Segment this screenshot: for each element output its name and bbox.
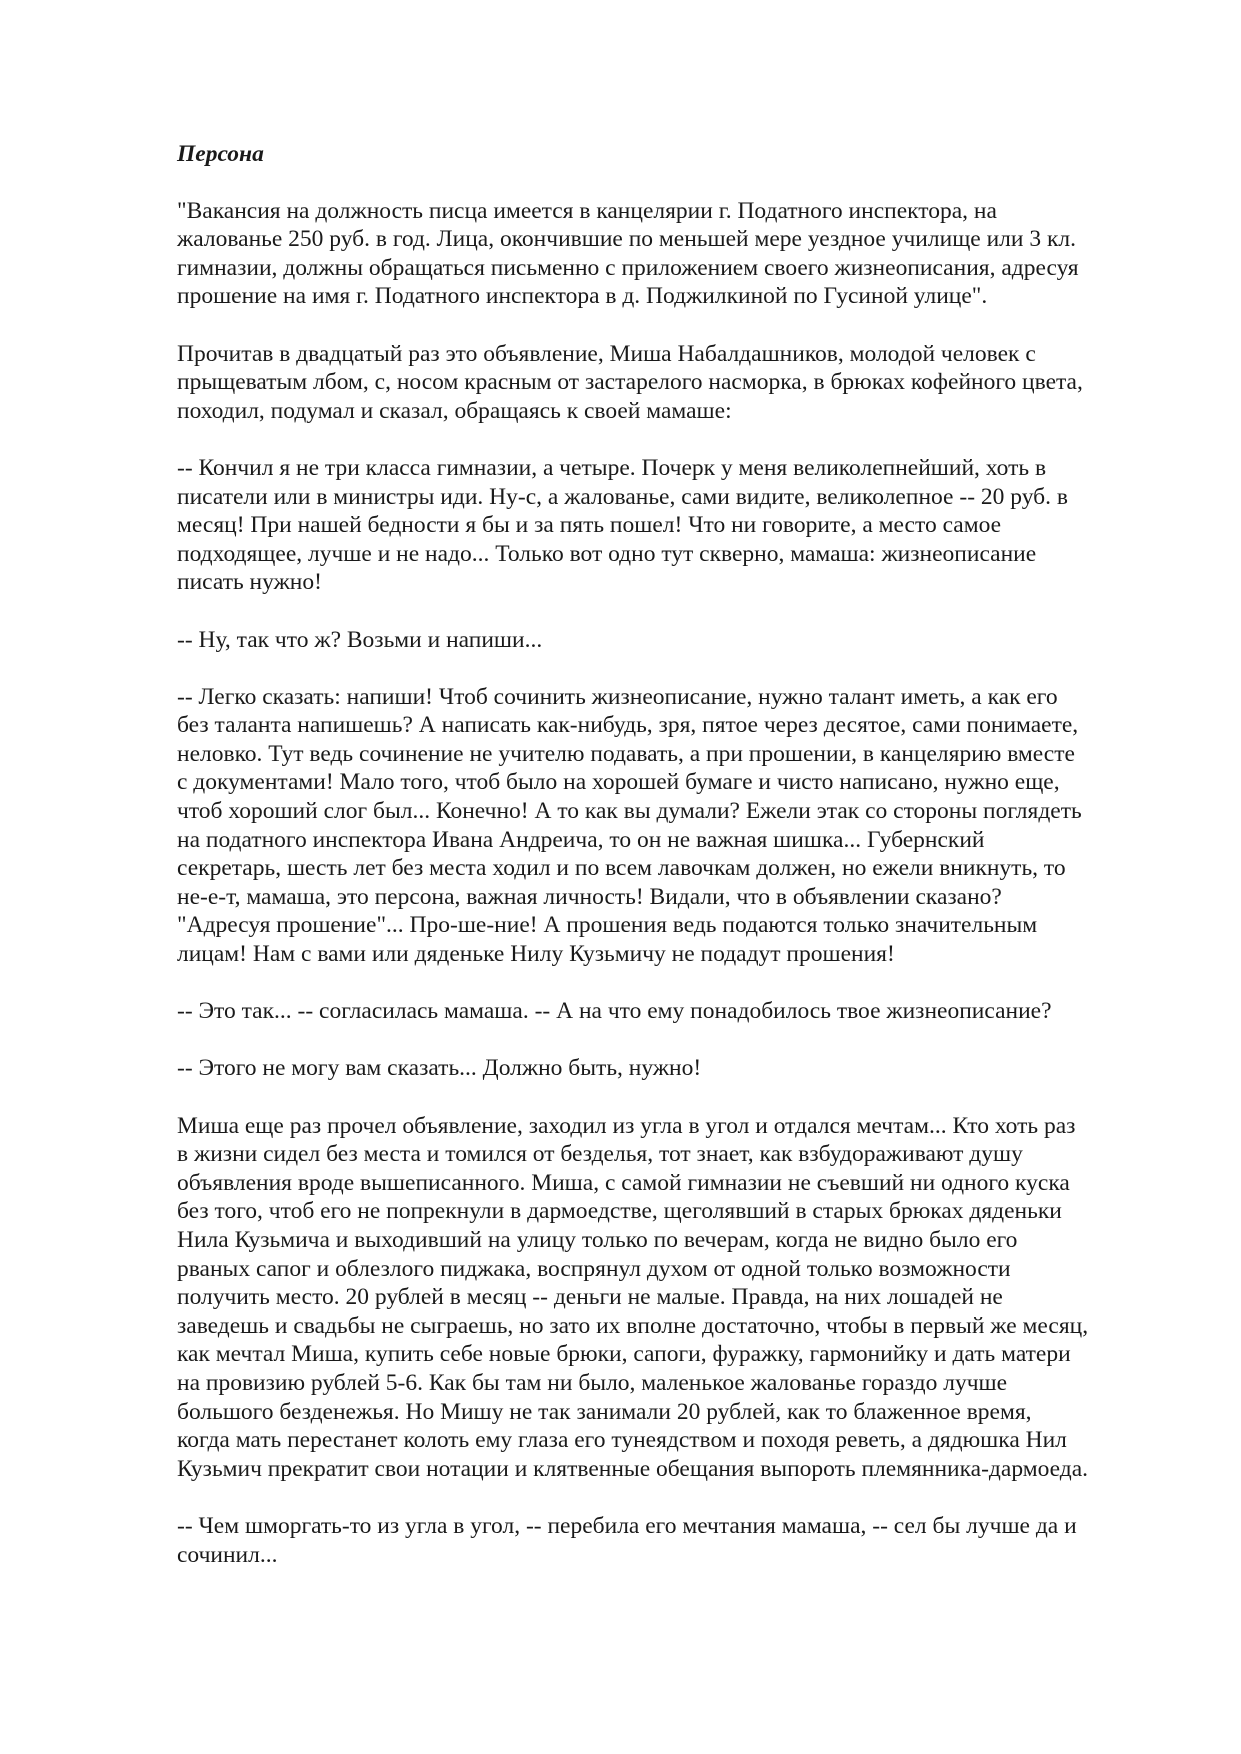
- text-line: -- Легко сказать: напиши! Чтоб сочинить жизнеописание, нужно талант иметь, а как его: [177, 683, 1058, 710]
- text-line: жалованье 250 руб. в год. Лица, окончившие по меньшей мере уездное училище или 3 кл.: [177, 226, 1076, 253]
- text-line: неловко. Тут ведь сочинение не учителю подавать, а при прошении, в канцелярию вместе: [177, 740, 1075, 767]
- text-line: Прочитав в двадцатый раз это объявление, Миша Набалдашников, молодой человек с: [177, 340, 1036, 367]
- paragraph-list: [177, 197, 1177, 1570]
- text-line: месяц! При нашей бедности я бы и за пять пошел! Что ни говорите, а место самое: [177, 512, 1002, 539]
- text-line: писать нужно!: [177, 569, 322, 596]
- paragraph: [177, 1054, 1177, 1083]
- text-line: с документами! Мало того, чтоб было на хорошей бумаге и чисто написано, нужно еще,: [177, 769, 1060, 796]
- document-title: Персона: [177, 141, 264, 167]
- text-line: походил, подумал и сказал, обращаясь к своей мамаше:: [177, 397, 732, 424]
- text-line: -- Ну, так что ж? Возьми и напиши...: [177, 626, 543, 653]
- text-line: гимназии, должны обращаться письменно с приложением своего жизнеописания, адресуя: [177, 254, 1079, 281]
- text-line: заведешь и свадьбы не сыграешь, но зато их вполне достаточно, чтобы в первый же месяц,: [177, 1312, 1089, 1339]
- paragraph: [177, 1512, 1177, 1569]
- text-line: "Вакансия на должность писца имеется в канцелярии г. Податного инспектора, на: [177, 197, 997, 224]
- text-line: Кузьмич прекратит свои нотации и клятвенные обещания выпороть племянника-дармоеда.: [177, 1455, 1089, 1482]
- text-line: объявления вроде вышеписанного. Миша, с самой гимназии не съевший ни одного куска: [177, 1169, 1070, 1196]
- text-line: когда мать перестанет колоть ему глаза его тунеядством и походя реветь, а дядюшка Нил: [177, 1427, 1067, 1454]
- text-line: без того, чтоб его не попрекнули в дармоедстве, щеголявший в старых брюках дяденьки: [177, 1198, 1062, 1225]
- text-line: рваных сапог и облезлого пиджака, воспрянул духом от одной только возможности: [177, 1255, 1011, 1282]
- text-line: Нила Кузьмича и выходивший на улицу только по вечерам, когда не видно было его: [177, 1226, 1018, 1253]
- text-line: -- Этого не могу вам сказать... Должно быть, нужно!: [177, 1055, 702, 1082]
- text-line: "Адресуя прошение"... Про-ше-ние! А прошения ведь подаются только значительным: [177, 912, 1038, 939]
- text-line: прыщеватым лбом, с, носом красным от застарелого насморка, в брюках кофейного цвета,: [177, 369, 1083, 396]
- text-line: получить место. 20 рублей в месяц -- деньги не малые. Правда, на них лошадей не: [177, 1284, 1003, 1311]
- text-line: в жизни сидел без места и томился от безделья, тот знает, как взбудораживают душу: [177, 1141, 1023, 1168]
- text-line: на податного инспектора Ивана Андреича, то он не важная шишка... Губернский: [177, 826, 985, 853]
- text-line: лицам! Нам с вами или дяденьке Нилу Кузьмичу не подадут прошения!: [177, 941, 895, 968]
- paragraph: [177, 197, 1177, 311]
- text-line: подходящее, лучше и не надо... Только вот одно тут скверно, мамаша: жизнеописание: [177, 540, 1037, 567]
- text-line: писатели или в министры иди. Ну-с, а жалованье, сами видите, великолепное -- 20 руб. в: [177, 483, 1068, 510]
- text-line: как мечтал Миша, купить себе новые брюки, сапоги, фуражку, гармонийку и дать матери: [177, 1341, 1071, 1368]
- text-line: чтоб хороший слог был... Конечно! А то как вы думали? Ежели этак со стороны поглядеть: [177, 798, 1082, 825]
- text-line: -- Чем шморгать-то из угла в угол, -- перебила его мечтания мамаша, -- сел бы лучше да и: [177, 1512, 1077, 1539]
- paragraph: [177, 1112, 1177, 1484]
- document-body: [177, 140, 1177, 1598]
- paragraph: [177, 626, 1177, 655]
- text-line: на провизию рублей 5-6. Как бы там ни было, маленькое жалованье гораздо лучше: [177, 1369, 1008, 1396]
- text-line: сочинил...: [177, 1541, 278, 1568]
- text-line: -- Кончил я не три класса гимназии, а четыре. Почерк у меня великолепнейший, хоть в: [177, 454, 1047, 481]
- text-line: без таланта напишешь? А написать как-нибудь, зря, пятое через десятое, сами понимаете,: [177, 712, 1079, 739]
- paragraph: [177, 340, 1177, 426]
- text-line: не-е-т, мамаша, это персона, важная личность! Видали, что в объявлении сказано?: [177, 883, 1002, 910]
- text-line: -- Это так... -- согласилась мамаша. -- А на что ему понадобилось твое жизнеописание?: [177, 998, 1052, 1025]
- text-line: прошение на имя г. Податного инспектора в д. Поджилкиной по Гусиной улице".: [177, 283, 988, 310]
- text-line: Миша еще раз прочел объявление, заходил из угла в угол и отдался мечтам... Кто хоть раз: [177, 1112, 1076, 1139]
- paragraph: [177, 454, 1177, 597]
- paragraph: [177, 683, 1177, 969]
- paragraph: [177, 997, 1177, 1026]
- text-line: секретарь, шесть лет без места ходил и по всем лавочкам должен, но ежели вникнуть, то: [177, 855, 1066, 882]
- text-line: большого безденежья. Но Мишу не так занимали 20 рублей, как то блаженное время,: [177, 1398, 1032, 1425]
